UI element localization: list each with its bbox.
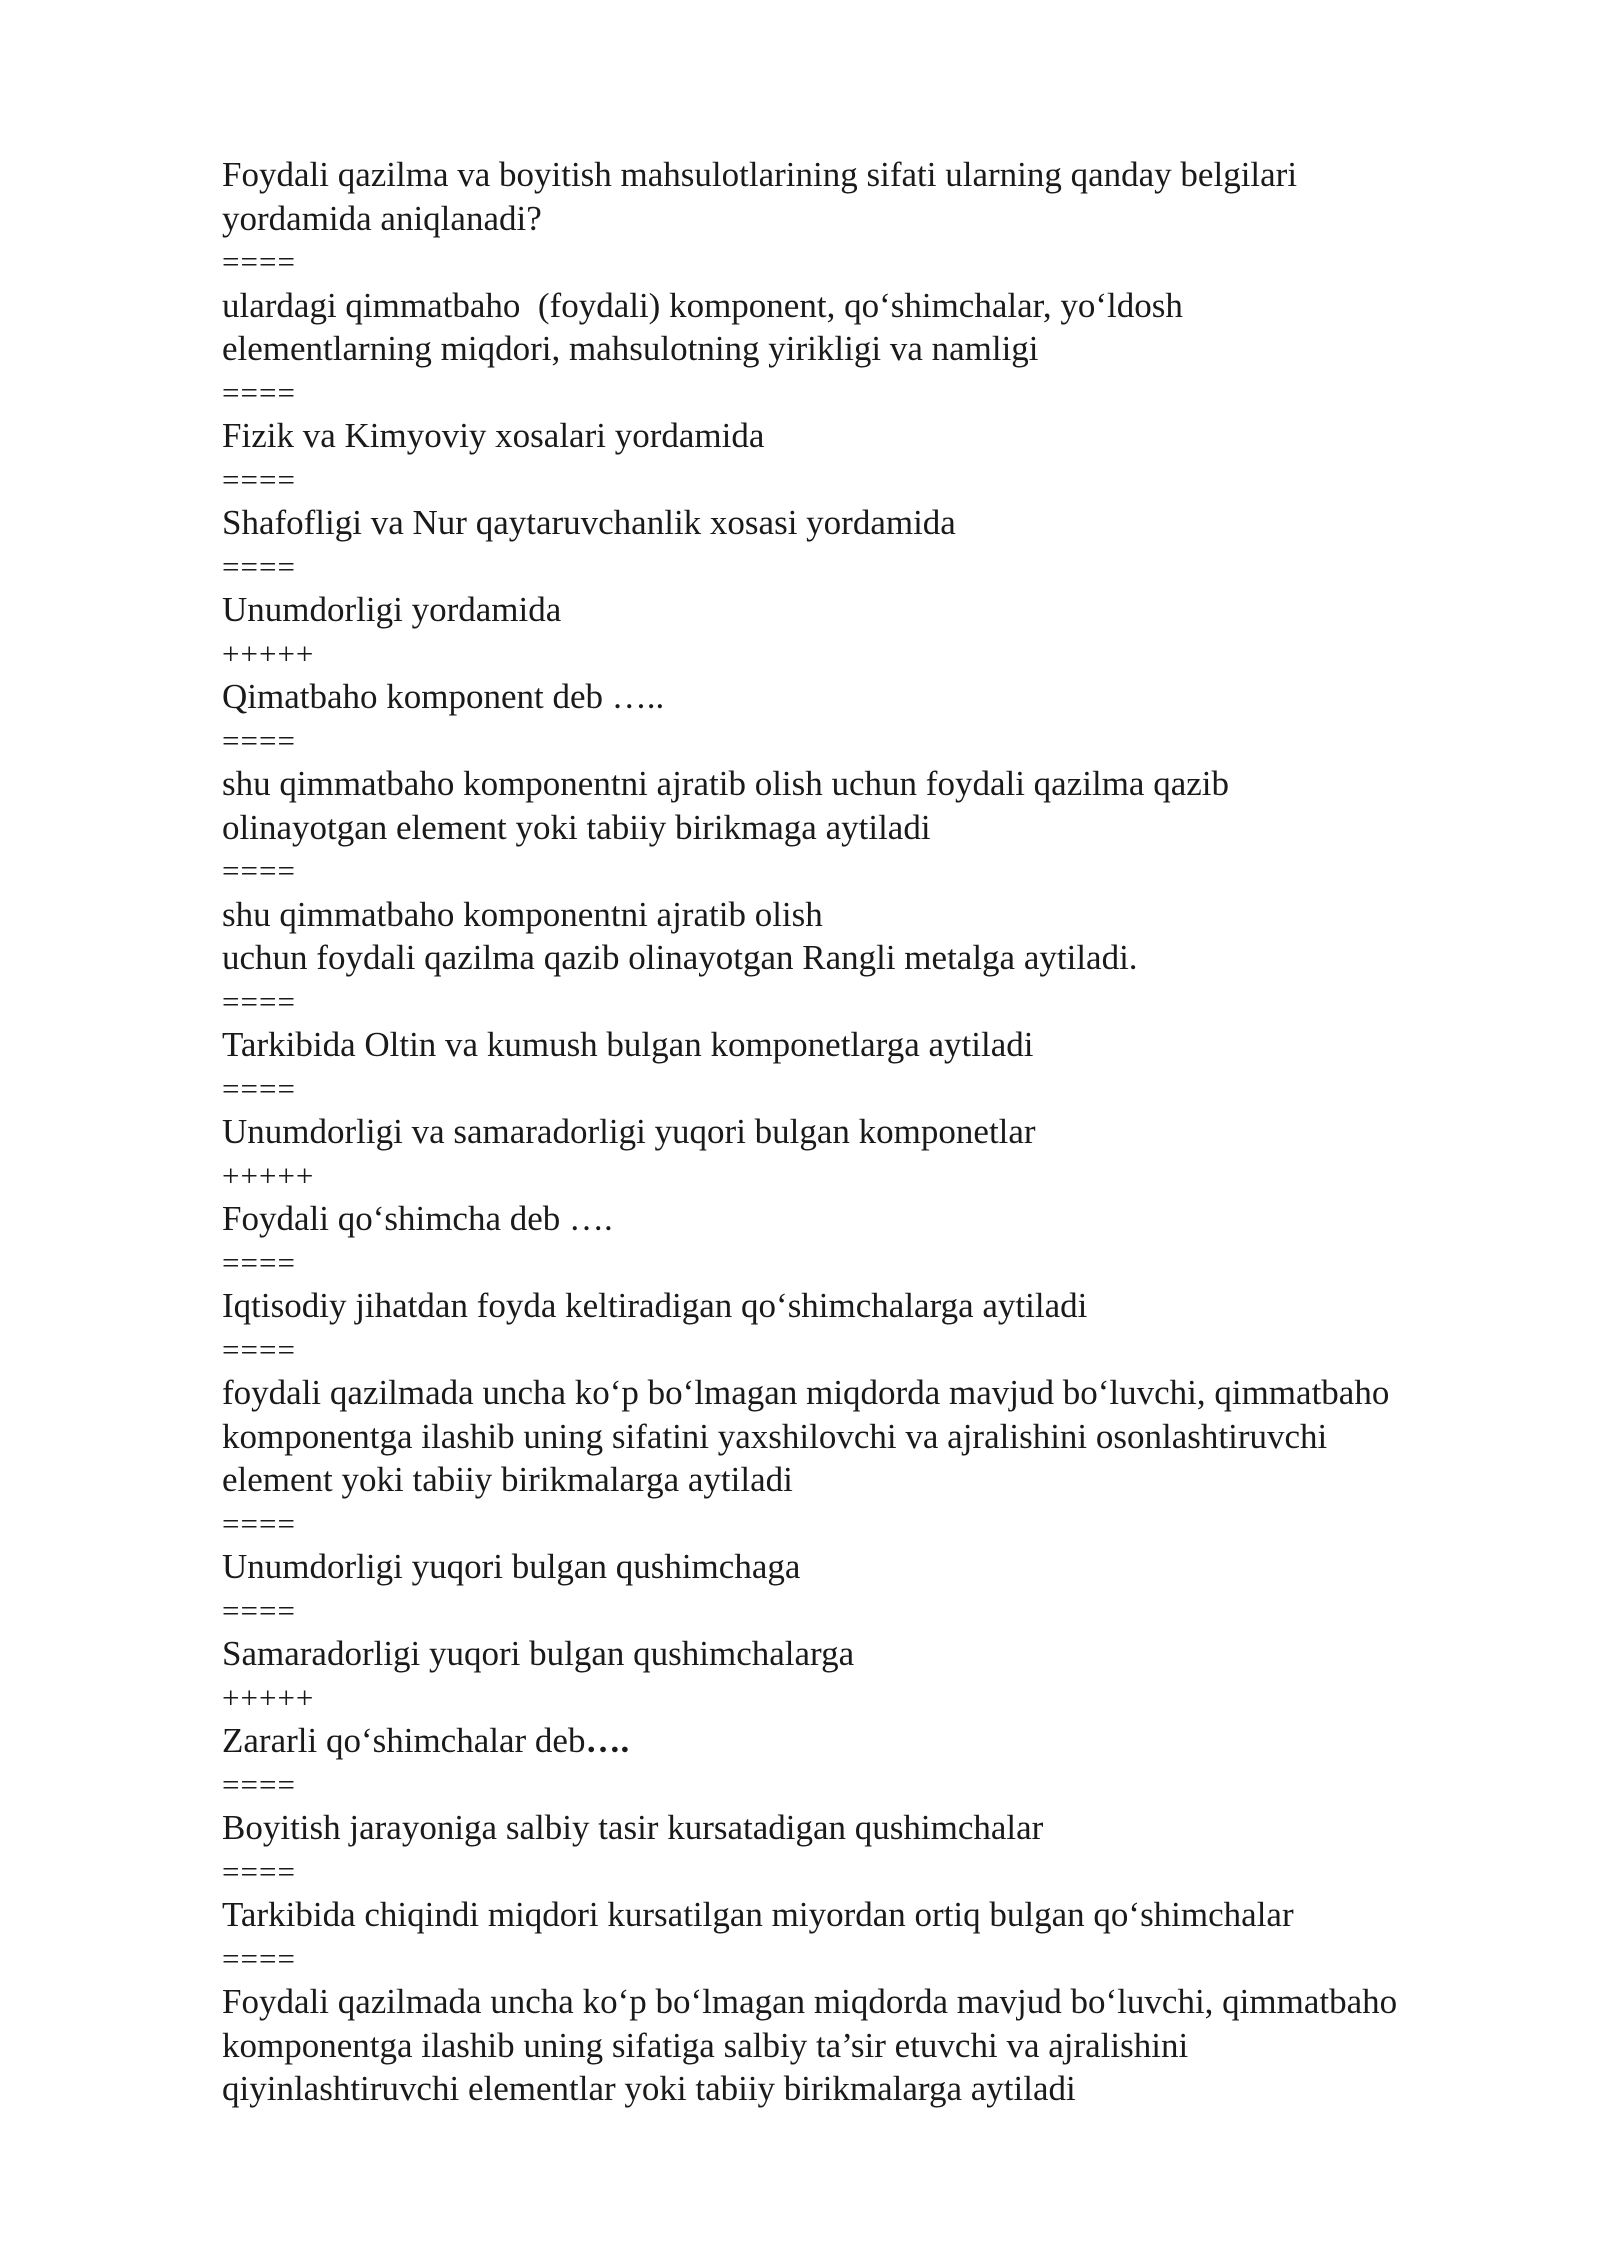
question-text: Foydali qazilma va boyitish mahsulotlarining sifati ularning qanday belgilari <box>222 155 1298 194</box>
question-text-main: Zararli qo‘shimchalar deb <box>222 1721 586 1760</box>
option-separator: ==== <box>222 722 296 758</box>
option-separator: ==== <box>222 461 296 497</box>
option-separator: ==== <box>222 1592 296 1628</box>
question-text: Qimatbaho komponent deb ….. <box>222 677 665 716</box>
test-content <box>222 153 1522 2111</box>
option-separator: ==== <box>222 244 296 279</box>
question-separator: +++++ <box>222 1679 315 1715</box>
question-separator: +++++ <box>222 1157 315 1193</box>
answer-option: ulardagi qimmatbaho (foydali) komponent, qo‘shimchalar, yo‘ldosh <box>222 285 1183 325</box>
answer-option: foydali qazilmada uncha ko‘p bo‘lmagan miqdorda mavjud bo‘luvchi, qimmatbaho <box>222 1373 1390 1412</box>
answer-option: Unumdorligi yordamida <box>222 590 562 629</box>
question-text: yordamida aniqlanadi? <box>222 198 542 238</box>
question-block <box>222 1197 1522 1676</box>
answer-option: qiyinlashtiruvchi elementlar yoki tabiiy birikmalarga aytiladi <box>222 2069 1076 2108</box>
answer-option: Iqtisodiy jihatdan foyda keltiradigan qo‘shimchalarga aytiladi <box>222 1286 1088 1325</box>
answer-option: Boyitish jarayoniga salbiy tasir kursatadigan qushimchalar <box>222 1808 1044 1847</box>
answer-option: Shafofligi va Nur qaytaruvchanlik xosasi yordamida <box>222 503 956 542</box>
option-separator: ==== <box>222 548 296 584</box>
question-text-ellipsis: …. <box>585 1721 630 1760</box>
option-separator: ==== <box>222 1331 296 1367</box>
answer-option: shu qimmatbaho komponentni ajratib olish uchun foydali qazilma qazib <box>222 764 1230 803</box>
answer-option: uchun foydali qazilma qazib olinayotgan Rangli metalga aytiladi. <box>222 938 1138 977</box>
answer-option: elementlarning miqdori, mahsulotning yirikligi va namligi <box>222 329 1039 368</box>
answer-option: shu qimmatbaho komponentni ajratib olish <box>222 894 823 934</box>
answer-option: Tarkibida Oltin va kumush bulgan komponetlarga aytiladi <box>222 1025 1034 1064</box>
question-text <box>222 1719 1522 1763</box>
question-separator: +++++ <box>222 635 315 671</box>
answer-option: Unumdorligi yuqori bulgan qushimchaga <box>222 1547 801 1586</box>
answer-option: Tarkibida chiqindi miqdori kursatilgan miyordan ortiq bulgan qo‘shimchalar <box>222 1895 1294 1934</box>
answer-option: Foydali qazilmada uncha ko‘p bo‘lmagan miqdorda mavjud bo‘luvchi, qimmatbaho <box>222 1982 1398 2021</box>
option-separator: ==== <box>222 1070 296 1106</box>
option-separator: ==== <box>222 374 296 410</box>
question-block <box>222 1719 1522 2111</box>
answer-option: komponentga ilashib uning sifatiga salbiy ta’sir etuvchi va ajralishini <box>222 2025 1189 2065</box>
option-separator: ==== <box>222 1940 296 1976</box>
question-text: Foydali qo‘shimcha deb …. <box>222 1199 613 1238</box>
answer-option: olinayotgan element yoki tabiiy birikmaga aytiladi <box>222 807 931 847</box>
option-separator: ==== <box>222 1244 296 1280</box>
answer-option: Unumdorligi va samaradorligi yuqori bulgan komponetlar <box>222 1112 1036 1151</box>
answer-option: Fizik va Kimyoviy xosalari yordamida <box>222 416 765 455</box>
option-separator: ==== <box>222 1853 296 1889</box>
answer-option: komponentga ilashib uning sifatini yaxshilovchi va ajralishini osonlashtiruvchi <box>222 1416 1328 1456</box>
option-separator: ==== <box>222 853 296 888</box>
question-block <box>222 153 1522 632</box>
option-separator: ==== <box>222 1766 296 1802</box>
option-separator: ==== <box>222 1505 296 1541</box>
option-separator: ==== <box>222 983 296 1019</box>
answer-option: Samaradorligi yuqori bulgan qushimchalarga <box>222 1634 855 1673</box>
question-block <box>222 675 1522 1154</box>
answer-option: element yoki tabiiy birikmalarga aytiladi <box>222 1460 793 1499</box>
